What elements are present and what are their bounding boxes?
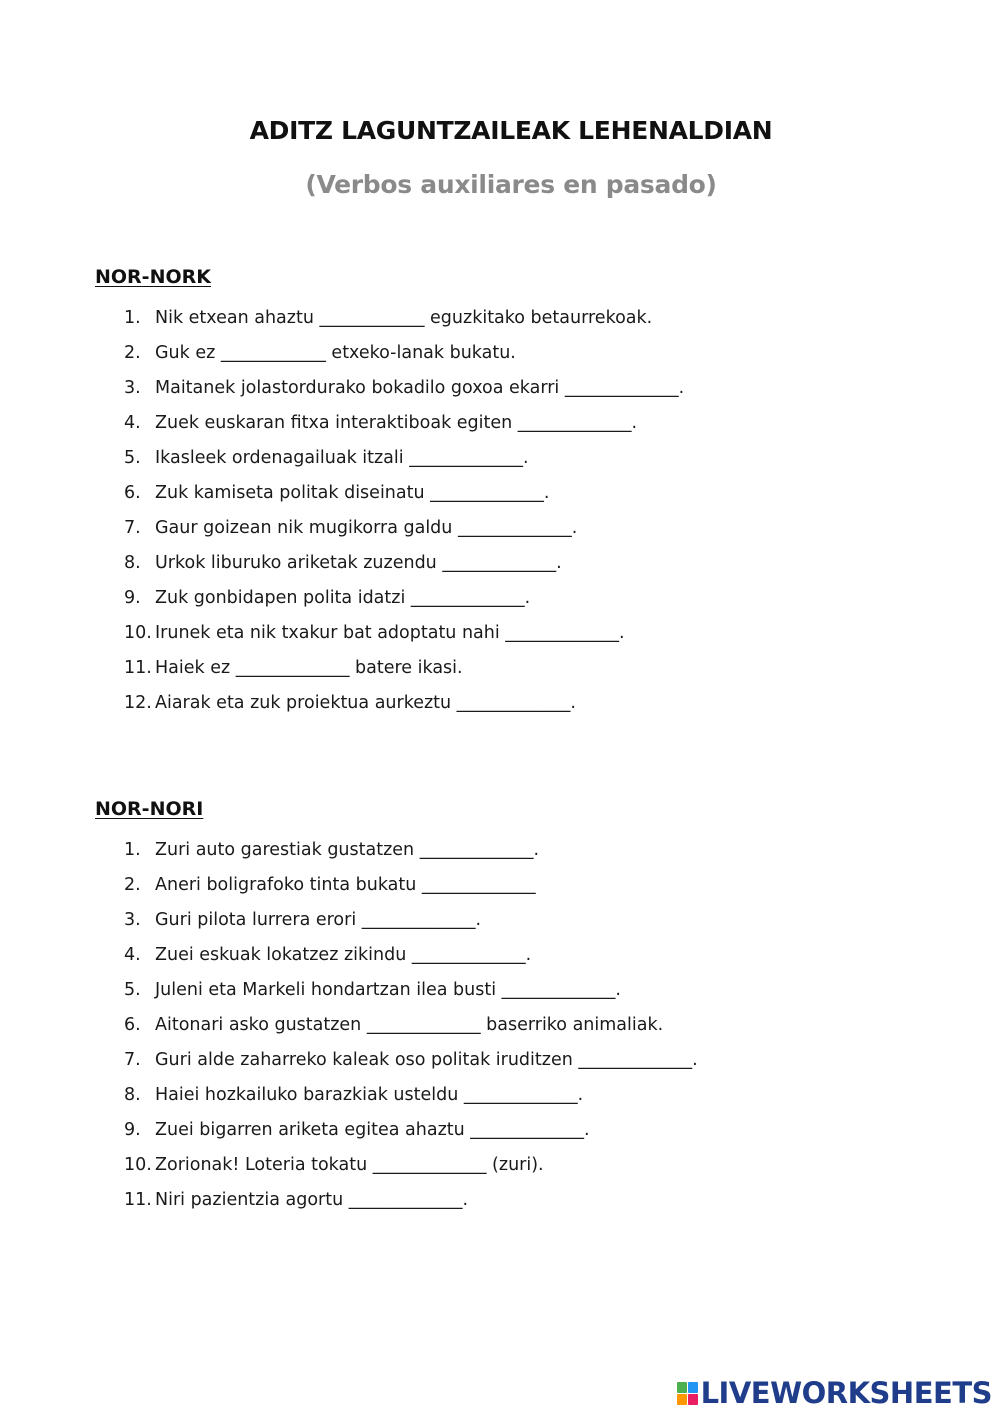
exercise-sentence[interactable]: Zuei bigarren ariketa egitea ahaztu _____________.: [155, 1120, 590, 1140]
exercise-number: 6.: [124, 483, 141, 503]
exercise-sentence[interactable]: Guk ez ____________ etxeko-lanak bukatu.: [155, 343, 516, 363]
exercise-number: 3.: [124, 378, 141, 398]
exercise-list: [95, 301, 915, 721]
exercise-number: 1.: [124, 840, 141, 860]
exercise-number: 3.: [124, 910, 141, 930]
exercise-number: 12.: [124, 693, 152, 713]
exercise-number: 4.: [124, 413, 141, 433]
exercise-number: 11.: [124, 1190, 152, 1210]
exercise-number: 5.: [124, 980, 141, 1000]
exercise-number: 5.: [124, 448, 141, 468]
exercise-item: [95, 511, 915, 546]
exercise-sentence[interactable]: Ikasleek ordenagailuak itzali _____________.: [155, 448, 529, 468]
icon-tile: [677, 1394, 687, 1405]
exercise-item: [95, 833, 915, 868]
exercise-sentence[interactable]: Aitonari asko gustatzen _____________ baserriko animaliak.: [155, 1015, 664, 1035]
icon-tile: [688, 1394, 698, 1405]
exercise-number: 1.: [124, 308, 141, 328]
section-nor-nori: [95, 795, 915, 1218]
exercise-number: 6.: [124, 1015, 141, 1035]
exercise-item: [95, 1008, 915, 1043]
exercise-number: 7.: [124, 1050, 141, 1070]
exercise-item: [95, 1113, 915, 1148]
exercise-item: [95, 476, 915, 511]
exercise-item: [95, 371, 915, 406]
liveworksheets-icon: [677, 1382, 697, 1404]
exercise-sentence[interactable]: Zuk kamiseta politak diseinatu _____________.: [155, 483, 550, 503]
exercise-sentence[interactable]: Maitanek jolastordurako bokadilo goxoa ekarri _____________.: [155, 378, 685, 398]
exercise-sentence[interactable]: Aiarak eta zuk proiektua aurkeztu _____________.: [155, 693, 576, 713]
exercise-sentence[interactable]: Nik etxean ahaztu ____________ eguzkitako betaurrekoak.: [155, 308, 653, 328]
logo-text: LIVEWORKSHEETS: [700, 1376, 992, 1410]
exercise-number: 2.: [124, 343, 141, 363]
worksheet-title: ADITZ LAGUNTZAILEAK LEHENALDIAN: [249, 116, 773, 145]
exercise-item: [95, 903, 915, 938]
exercise-sentence[interactable]: Guri pilota lurrera erori _____________.: [155, 910, 482, 930]
exercise-number: 7.: [124, 518, 141, 538]
exercise-number: 4.: [124, 945, 141, 965]
exercise-item: [95, 868, 915, 903]
exercise-item: [95, 1043, 915, 1078]
exercise-sentence[interactable]: Zuk gonbidapen polita idatzi _____________.: [155, 588, 531, 608]
exercise-sentence[interactable]: Haiei hozkailuko barazkiak usteldu _____________.: [155, 1085, 584, 1105]
exercise-item: [95, 301, 915, 336]
exercise-list: [95, 833, 915, 1218]
exercise-number: 9.: [124, 1120, 141, 1140]
exercise-item: [95, 1148, 915, 1183]
exercise-sentence[interactable]: Urkok liburuko ariketak zuzendu _____________.: [155, 553, 562, 573]
section-nor-nork: [95, 263, 915, 721]
section-heading: NOR-NORI: [95, 798, 204, 820]
exercise-number: 10.: [124, 1155, 152, 1175]
exercise-item: [95, 441, 915, 476]
exercise-item: [95, 973, 915, 1008]
icon-tile: [677, 1382, 687, 1393]
exercise-item: [95, 546, 915, 581]
exercise-number: 10.: [124, 623, 152, 643]
exercise-sentence[interactable]: Zorionak! Loteria tokatu _____________ (zuri).: [155, 1155, 544, 1175]
exercise-sentence[interactable]: Juleni eta Markeli hondartzan ilea busti _____________.: [155, 980, 621, 1000]
exercise-item: [95, 938, 915, 973]
exercise-item: [95, 406, 915, 441]
section-heading: NOR-NORK: [95, 266, 211, 288]
exercise-sentence[interactable]: Niri pazientzia agortu _____________.: [155, 1190, 469, 1210]
exercise-sentence[interactable]: Aneri boligrafoko tinta bukatu _____________: [155, 875, 536, 895]
exercise-item: [95, 1183, 915, 1218]
exercise-number: 11.: [124, 658, 152, 678]
exercise-sentence[interactable]: Irunek eta nik txakur bat adoptatu nahi _____________.: [155, 623, 625, 643]
exercise-item: [95, 581, 915, 616]
exercise-number: 9.: [124, 588, 141, 608]
exercise-sentence[interactable]: Haiek ez _____________ batere ikasi.: [155, 658, 463, 678]
exercise-number: 2.: [124, 875, 141, 895]
exercise-item: [95, 336, 915, 371]
exercise-item: [95, 686, 915, 721]
exercise-number: 8.: [124, 1085, 141, 1105]
worksheet-subtitle: (Verbos auxiliares en pasado): [305, 170, 717, 199]
exercise-item: [95, 1078, 915, 1113]
exercise-sentence[interactable]: Zuei eskuak lokatzez zikindu _____________.: [155, 945, 532, 965]
exercise-number: 8.: [124, 553, 141, 573]
exercise-sentence[interactable]: Guri alde zaharreko kaleak oso politak iruditzen _____________.: [155, 1050, 698, 1070]
liveworksheets-logo[interactable]: [677, 1375, 992, 1411]
icon-tile: [688, 1382, 698, 1393]
exercise-item: [95, 616, 915, 651]
exercise-sentence[interactable]: Gaur goizean nik mugikorra galdu _____________.: [155, 518, 578, 538]
exercise-sentence[interactable]: Zuek euskaran fitxa interaktiboak egiten _____________.: [155, 413, 638, 433]
exercise-item: [95, 651, 915, 686]
exercise-sentence[interactable]: Zuri auto garestiak gustatzen _____________.: [155, 840, 540, 860]
